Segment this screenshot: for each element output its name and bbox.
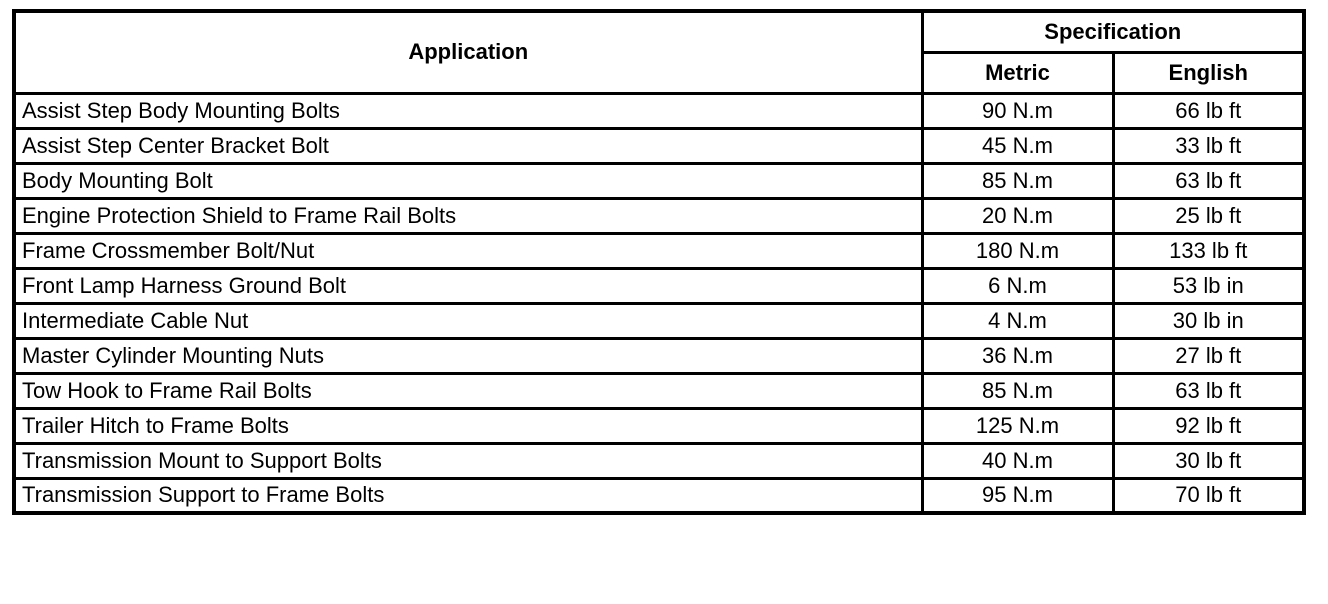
table-row [14, 163, 1304, 198]
metric-cell: 90 N.m [922, 93, 1113, 128]
metric-cell: 20 N.m [922, 198, 1113, 233]
table-row [14, 443, 1304, 478]
application-cell: Trailer Hitch to Frame Bolts [14, 408, 922, 443]
application-cell: Transmission Support to Frame Bolts [14, 478, 922, 513]
fastener-spec-table [12, 9, 1306, 515]
metric-cell: 180 N.m [922, 233, 1113, 268]
table-header [14, 11, 1304, 93]
table-row [14, 303, 1304, 338]
application-header: Application [14, 11, 922, 93]
english-cell: 133 lb ft [1113, 233, 1304, 268]
table-row [14, 233, 1304, 268]
english-cell: 70 lb ft [1113, 478, 1304, 513]
table-row [14, 268, 1304, 303]
application-cell: Front Lamp Harness Ground Bolt [14, 268, 922, 303]
application-cell: Engine Protection Shield to Frame Rail Bolts [14, 198, 922, 233]
metric-header: Metric [922, 52, 1113, 93]
english-header: English [1113, 52, 1304, 93]
application-cell: Body Mounting Bolt [14, 163, 922, 198]
header-row-1 [14, 11, 1304, 52]
english-cell: 33 lb ft [1113, 128, 1304, 163]
metric-cell: 40 N.m [922, 443, 1113, 478]
metric-cell: 45 N.m [922, 128, 1113, 163]
metric-cell: 4 N.m [922, 303, 1113, 338]
specification-header: Specification [922, 11, 1304, 52]
english-cell: 92 lb ft [1113, 408, 1304, 443]
table-row [14, 408, 1304, 443]
english-cell: 53 lb in [1113, 268, 1304, 303]
application-cell: Frame Crossmember Bolt/Nut [14, 233, 922, 268]
application-cell: Assist Step Center Bracket Bolt [14, 128, 922, 163]
english-cell: 27 lb ft [1113, 338, 1304, 373]
metric-cell: 85 N.m [922, 163, 1113, 198]
english-cell: 66 lb ft [1113, 93, 1304, 128]
application-cell: Intermediate Cable Nut [14, 303, 922, 338]
table-row [14, 93, 1304, 128]
english-cell: 25 lb ft [1113, 198, 1304, 233]
english-cell: 63 lb ft [1113, 373, 1304, 408]
metric-cell: 85 N.m [922, 373, 1113, 408]
metric-cell: 95 N.m [922, 478, 1113, 513]
table-row [14, 478, 1304, 513]
table-body [14, 93, 1304, 513]
metric-cell: 36 N.m [922, 338, 1113, 373]
table-row [14, 338, 1304, 373]
english-cell: 30 lb ft [1113, 443, 1304, 478]
table-row [14, 128, 1304, 163]
metric-cell: 125 N.m [922, 408, 1113, 443]
english-cell: 63 lb ft [1113, 163, 1304, 198]
metric-cell: 6 N.m [922, 268, 1113, 303]
application-cell: Master Cylinder Mounting Nuts [14, 338, 922, 373]
application-cell: Assist Step Body Mounting Bolts [14, 93, 922, 128]
table-row [14, 198, 1304, 233]
english-cell: 30 lb in [1113, 303, 1304, 338]
table-row [14, 373, 1304, 408]
application-cell: Transmission Mount to Support Bolts [14, 443, 922, 478]
application-cell: Tow Hook to Frame Rail Bolts [14, 373, 922, 408]
